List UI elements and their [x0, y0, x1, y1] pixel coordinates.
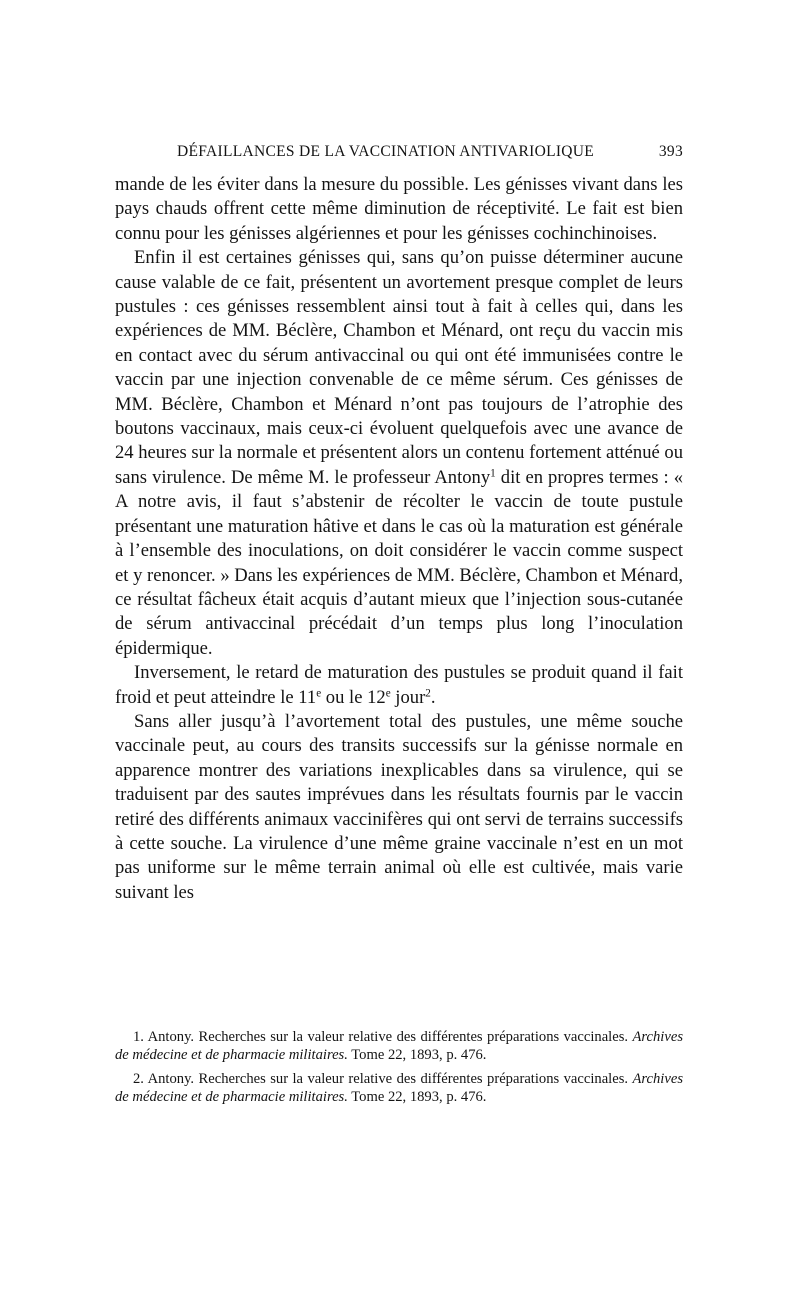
- footnote-1: [115, 1029, 683, 1064]
- footnote-1-text-a: Antony. Recherches sur la valeur relative des différentes préparations vaccinales.: [143, 1029, 633, 1045]
- paragraph-3: [115, 661, 683, 710]
- footnote-1-text-b: Tome 22, 1893, p. 476.: [347, 1046, 487, 1063]
- body-text: [115, 173, 683, 905]
- footnote-ref-1[interactable]: 1: [490, 467, 496, 480]
- paragraph-4: Sans aller jusqu’à l’avortement total des pustules, une même souche vaccinale peut, au cours des transits successifs sur la génisse normale en apparence montrer des variations inexplicables dans sa virulence, qui se traduisent par des sautes imprévues dans les résultats fournis par le vaccin retiré des différents animaux vaccinifères qui ont servi de terrains successifs à cette souche. La virulence d’une même graine vaccinale n’est en un mot pas uniforme sur le même terrain animal où elle est cultivée, mais varie suivant les: [115, 710, 683, 903]
- paragraph-3-text-d: .: [430, 686, 436, 708]
- ordinal-suffix-11: e: [316, 686, 322, 699]
- paragraph-1: mande de les éviter dans la mesure du possible. Les génisses vivant dans les pays chauds offrent cette même diminution de réceptivité. Le fait est bien connu pour les génisses algériennes et pour les génisses cochinchinoises.: [115, 174, 683, 244]
- paragraph-2: [115, 246, 683, 661]
- running-title: DÉFAILLANCES DE LA VACCINATION ANTIVARIOLIQUE: [177, 143, 595, 160]
- paragraph-3-text-c: jour: [390, 686, 426, 708]
- footnote-2-text-b: Tome 22, 1893, p. 476.: [347, 1088, 487, 1105]
- paragraph-2-text-a: Enfin il est certaines génisses qui, sans qu’on puisse déterminer aucune cause valable de ce fait, présentent un avortement presque complet de leurs pustules : ces génisses ressemblent ainsi tout à fait à celles qui, dans les expériences de MM. Béclère, Chambon et Ménard, ont reçu du vaccin mis en contact avec du sérum antivaccinal ou qui ont été immunisées contre le vaccin par une injection convenable de ce même sérum. Ces génisses de MM. Béclère, Chambon et Ménard n’ont pas toujours de l’atrophie des boutons vaccinaux, mais ceux-ci évoluent quelquefois avec une avance de 24 heures sur la normale et présentent alors un contenu fortement atténué ou sans virulence. De même M. le professeur Antony: [115, 247, 683, 488]
- book-page: [115, 0, 683, 1304]
- ordinal-suffix-12: e: [385, 686, 391, 699]
- paragraph-3-text-b: ou le 12: [321, 686, 386, 708]
- running-head: [115, 143, 683, 165]
- footnote-1-number: 1.: [133, 1029, 144, 1045]
- paragraph-3-text-a: Inversement, le retard de maturation des pustules se produit quand il fait froid et peut atteindre le 11: [115, 662, 683, 708]
- footnote-2: [115, 1071, 683, 1106]
- footnote-ref-2[interactable]: 2: [425, 686, 431, 699]
- footnote-2-number: 2.: [133, 1071, 144, 1088]
- footnote-1-source: Archives de médecine et de pharmacie militaires.: [115, 1029, 683, 1063]
- page-number: 393: [658, 143, 683, 160]
- footnote-2-source: Archives de médecine et de pharmacie militaires.: [115, 1071, 683, 1105]
- paragraph-2-text-b: dit en propres termes : « A notre avis, il faut s’abstenir de récolter le vaccin de toute pustule présentant une maturation hâtive et dans le cas où la maturation est générale à l’ensemble des inoculations, on doit considérer le vaccin comme suspect et y renoncer. » Dans les expériences de MM. Béclère, Chambon et Ménard, ce résultat fâcheux était acquis d’autant mieux que l’injection sous-cutanée de sérum antivaccinal précédait d’un temps plus long l’inoculation épidermique.: [115, 466, 684, 659]
- footnote-2-text-a: Antony. Recherches sur la valeur relative des différentes préparations vaccinales.: [143, 1071, 633, 1088]
- footnotes: [115, 1029, 683, 1113]
